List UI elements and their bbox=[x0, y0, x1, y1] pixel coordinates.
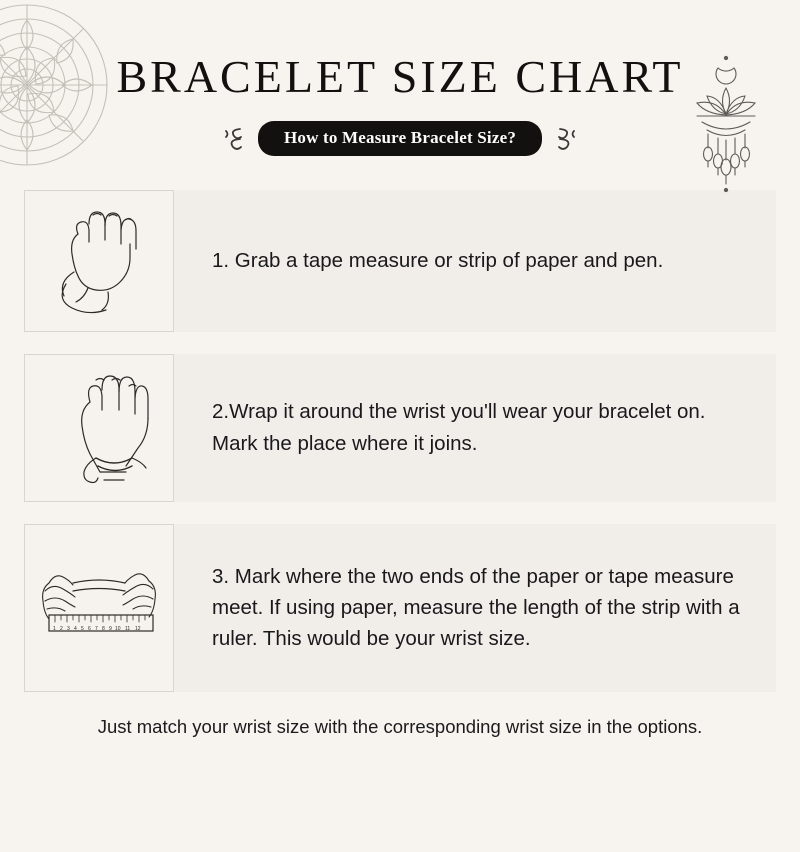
svg-text:1: 1 bbox=[53, 625, 56, 632]
steps-list bbox=[0, 190, 800, 692]
subtitle-row bbox=[0, 121, 800, 156]
hand-with-tape-around-wrist-icon bbox=[34, 362, 164, 494]
svg-text:2: 2 bbox=[60, 625, 63, 632]
svg-text:11: 11 bbox=[125, 625, 131, 632]
step-text-3: 3. Mark where the two ends of the paper or tape measure meet. If using paper, measure the length of the strip with a ruler. This would be your wrist size. bbox=[212, 564, 740, 651]
list-item bbox=[24, 354, 776, 502]
step-illustration-2 bbox=[24, 354, 174, 502]
list-item bbox=[24, 190, 776, 332]
hand-fist-line-drawing-icon bbox=[34, 198, 164, 324]
step-text-2: 2.Wrap it around the wrist you'll wear your bracelet on. Mark the place where it joins. bbox=[212, 400, 706, 455]
step-illustration-3 bbox=[24, 524, 174, 692]
svg-text:8: 8 bbox=[102, 625, 105, 632]
swirl-ornament-icon bbox=[220, 125, 246, 151]
footer-note: Just match your wrist size with the corresponding wrist size in the options. bbox=[97, 715, 703, 737]
svg-text:4: 4 bbox=[74, 625, 77, 632]
svg-text:12: 12 bbox=[135, 625, 141, 632]
svg-text:9: 9 bbox=[109, 625, 112, 632]
svg-text:10: 10 bbox=[115, 625, 121, 632]
svg-text:7: 7 bbox=[95, 625, 98, 632]
step-illustration-1 bbox=[24, 190, 174, 332]
subtitle-pill: How to Measure Bracelet Size? bbox=[258, 121, 542, 156]
hands-measuring-strip-with-ruler-icon bbox=[33, 553, 165, 663]
step-text-1: 1. Grab a tape measure or strip of paper and pen. bbox=[212, 249, 664, 273]
svg-text:5: 5 bbox=[81, 625, 84, 632]
page-title: BRACELET SIZE CHART bbox=[116, 51, 684, 102]
list-item bbox=[24, 524, 776, 692]
svg-text:3: 3 bbox=[67, 625, 70, 632]
swirl-ornament-icon bbox=[554, 125, 580, 151]
svg-text:6: 6 bbox=[88, 625, 91, 632]
